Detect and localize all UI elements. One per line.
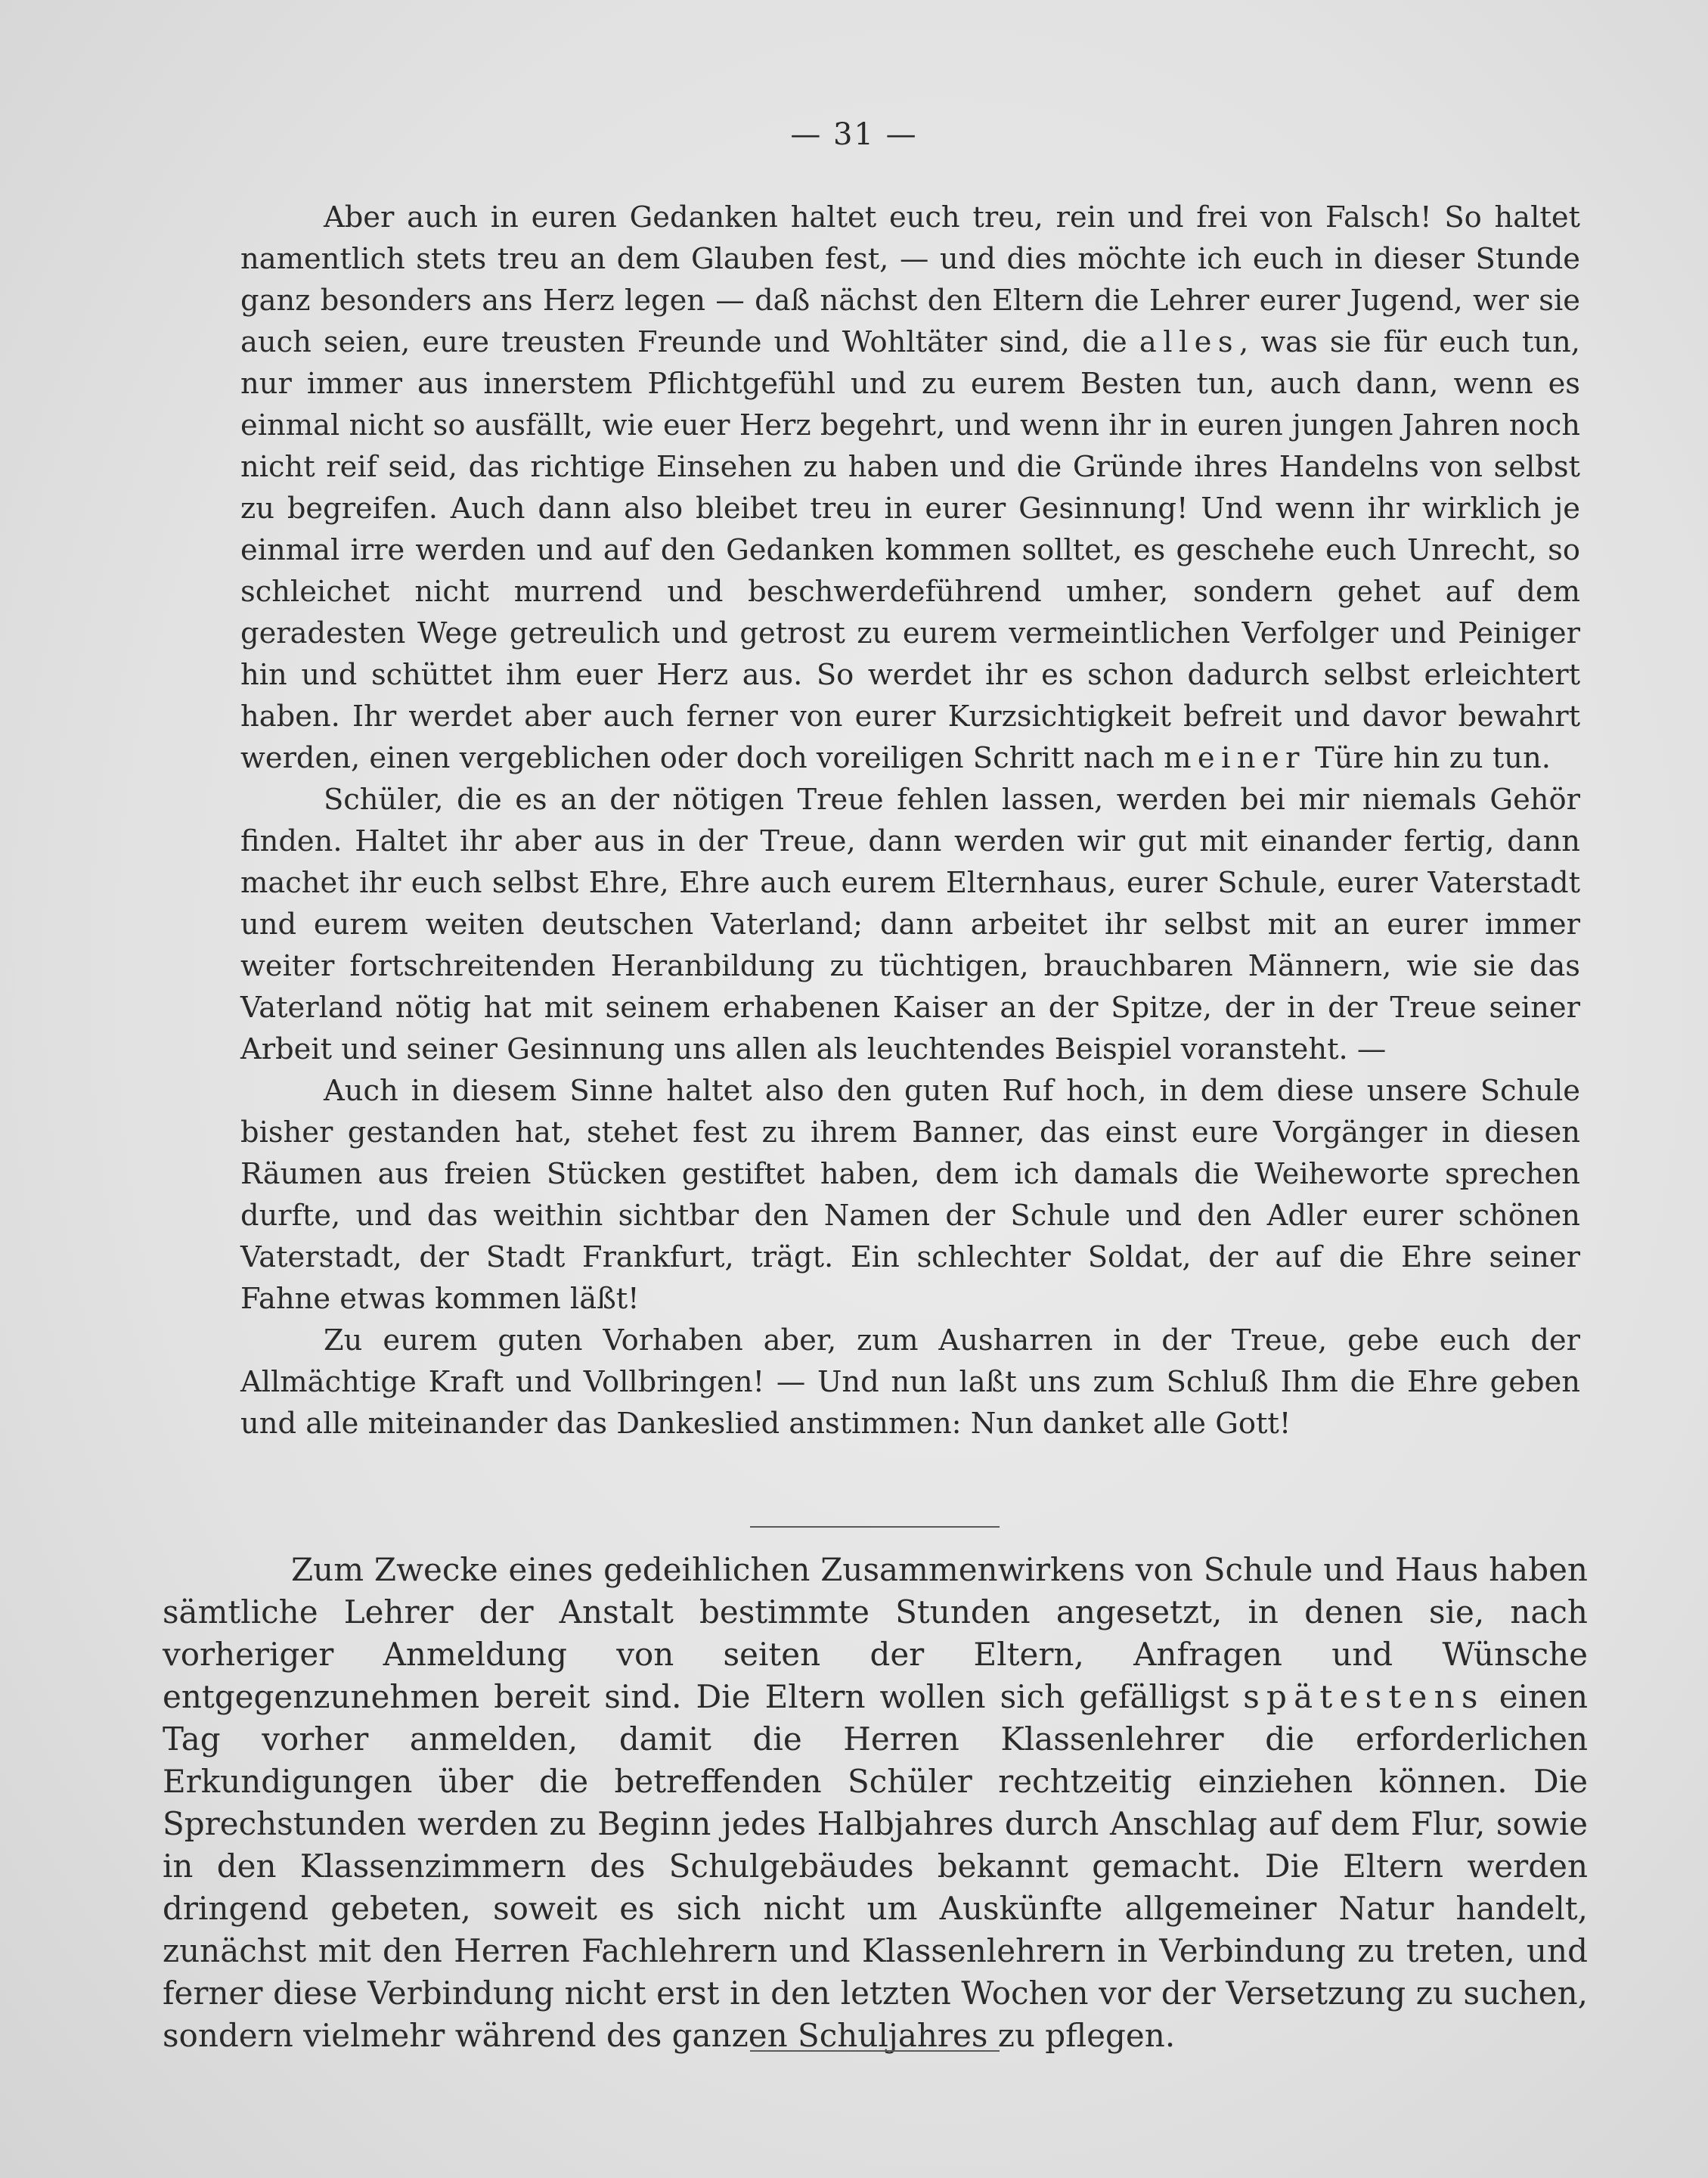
- speech-section: [240, 197, 1580, 1444]
- office-hours-notice: [163, 1549, 1588, 2057]
- speech-paragraph-1-text-c: Türe hin zu tun.: [1305, 741, 1551, 775]
- speech-paragraph-1-text-b: , was sie für euch tun, nur immer aus innerstem Pflichtgefühl und zu eurem Besten tun, auch dann, wenn es einmal nicht so ausfällt, wie euer Herz begehrt, und wenn ihr in euren jungen Jahren noch nicht reif seid, das richtige Einsehen zu haben und die Gründe ihres Handelns von selbst zu begreifen. Auch dann also bleibet treu in eurer Gesinnung! Und wenn ihr wirklich je einmal irre werden und auf den Gedanken kommen solltet, es geschehe euch Unrecht, so schleichet nicht murrend und beschwerdeführend umher, sondern gehet auf dem geradesten Wege getreulich und getrost zu eurem vermeintlichen Verfolger und Peiniger hin und schüttet ihm euer Herz aus. So werdet ihr es schon dadurch selbst erleichtert haben. Ihr werdet aber auch ferner von eurer Kurzsichtigkeit befreit und davor bewahrt werden, einen vergeblichen oder doch voreiligen Schritt nach: [240, 325, 1580, 775]
- section-divider: [750, 1526, 1000, 1528]
- notice-text-b: einen Tag vorher anmelden, damit die Herren Klassenlehrer die erforderlichen Erkundigungen über die betreffenden Schüler rechtzeitig einziehen können. Die Sprechstunden werden zu Beginn jedes Halbjahres durch Anschlag auf dem Flur, sowie in den Klassenzimmern des Schulgebäudes bekannt gemacht. Die Eltern werden dringend gebeten, soweit es sich nicht um Auskünfte allgemeiner Natur handelt, zunächst mit den Herren Fachlehrern und Klassenlehrern in Verbindung zu treten, und ferner diese Verbindung nicht erst in den letzten Wochen vor der Versetzung zu suchen, sondern vielmehr während des ganzen Schuljahres zu pflegen.: [163, 1678, 1589, 2054]
- notice-paragraph: [163, 1549, 1588, 2057]
- emphasis-spaetestens: spätestens: [1243, 1678, 1485, 1715]
- speech-paragraph-1: [240, 197, 1580, 779]
- notice-text-a: Zum Zwecke eines gedeihlichen Zusammenwirkens von Schule und Haus haben sämtliche Lehrer der Anstalt bestimmte Stunden angesetzt, in denen sie, nach vorheriger Anmeldung von seiten der Eltern, Anfragen und Wünsche entgegenzunehmen bereit sind. Die Eltern wollen sich gefälligst: [163, 1551, 1588, 1715]
- emphasis-meiner: meiner: [1164, 741, 1306, 775]
- speech-paragraph-4: Zu eurem guten Vorhaben aber, zum Ausharren in der Treue, gebe euch der Allmächtige Kraft und Vollbringen! — Und nun laßt uns zum Schluß Ihm die Ehre geben und alle miteinander das Dankeslied anstimmen: Nun danket alle Gott!: [240, 1323, 1580, 1441]
- speech-paragraph-1-text-a: Aber auch in euren Gedanken haltet euch treu, rein und frei von Falsch! So haltet namentlich stets treu an dem Glauben fest, — und dies möchte ich euch in dieser Stunde ganz besonders ans Herz legen — daß nächst den Eltern die Lehrer eurer Jugend, wer sie auch seien, eure treusten Freunde und Wohltäter sind, die: [240, 200, 1580, 359]
- page-number: — 31 —: [790, 117, 918, 152]
- end-divider: [750, 2050, 1000, 2052]
- speech-paragraph-3: Auch in diesem Sinne haltet also den guten Ruf hoch, in dem diese unsere Schule bisher gestanden hat, stehet fest zu ihrem Banner, das einst eure Vorgänger in diesen Räumen aus freien Stücken gestiftet haben, dem ich damals die Weiheworte sprechen durfte, und das weithin sichtbar den Namen der Schule und den Adler eurer schönen Vaterstadt, der Stadt Frankfurt, trägt. Ein schlechter Soldat, der auf die Ehre seiner Fahne etwas kommen läßt!: [240, 1074, 1580, 1316]
- emphasis-alles: alles: [1139, 325, 1239, 359]
- speech-paragraph-2: Schüler, die es an der nötigen Treue fehlen lassen, werden bei mir niemals Gehör finden. Haltet ihr aber aus in der Treue, dann werden wir gut mit einander fertig, dann machet ihr euch selbst Ehre, Ehre auch eurem Elternhaus, eurer Schule, eurer Vaterstadt und eurem weiten deutschen Vaterland; dann arbeitet ihr selbst mit an eurer immer weiter fortschreitenden Heranbildung zu tüchtigen, brauchbaren Männern, wie sie das Vaterland nötig hat mit seinem erhabenen Kaiser an der Spitze, der in der Treue seiner Arbeit und seiner Gesinnung uns allen als leuchtendes Beispiel voransteht. —: [240, 783, 1580, 1066]
